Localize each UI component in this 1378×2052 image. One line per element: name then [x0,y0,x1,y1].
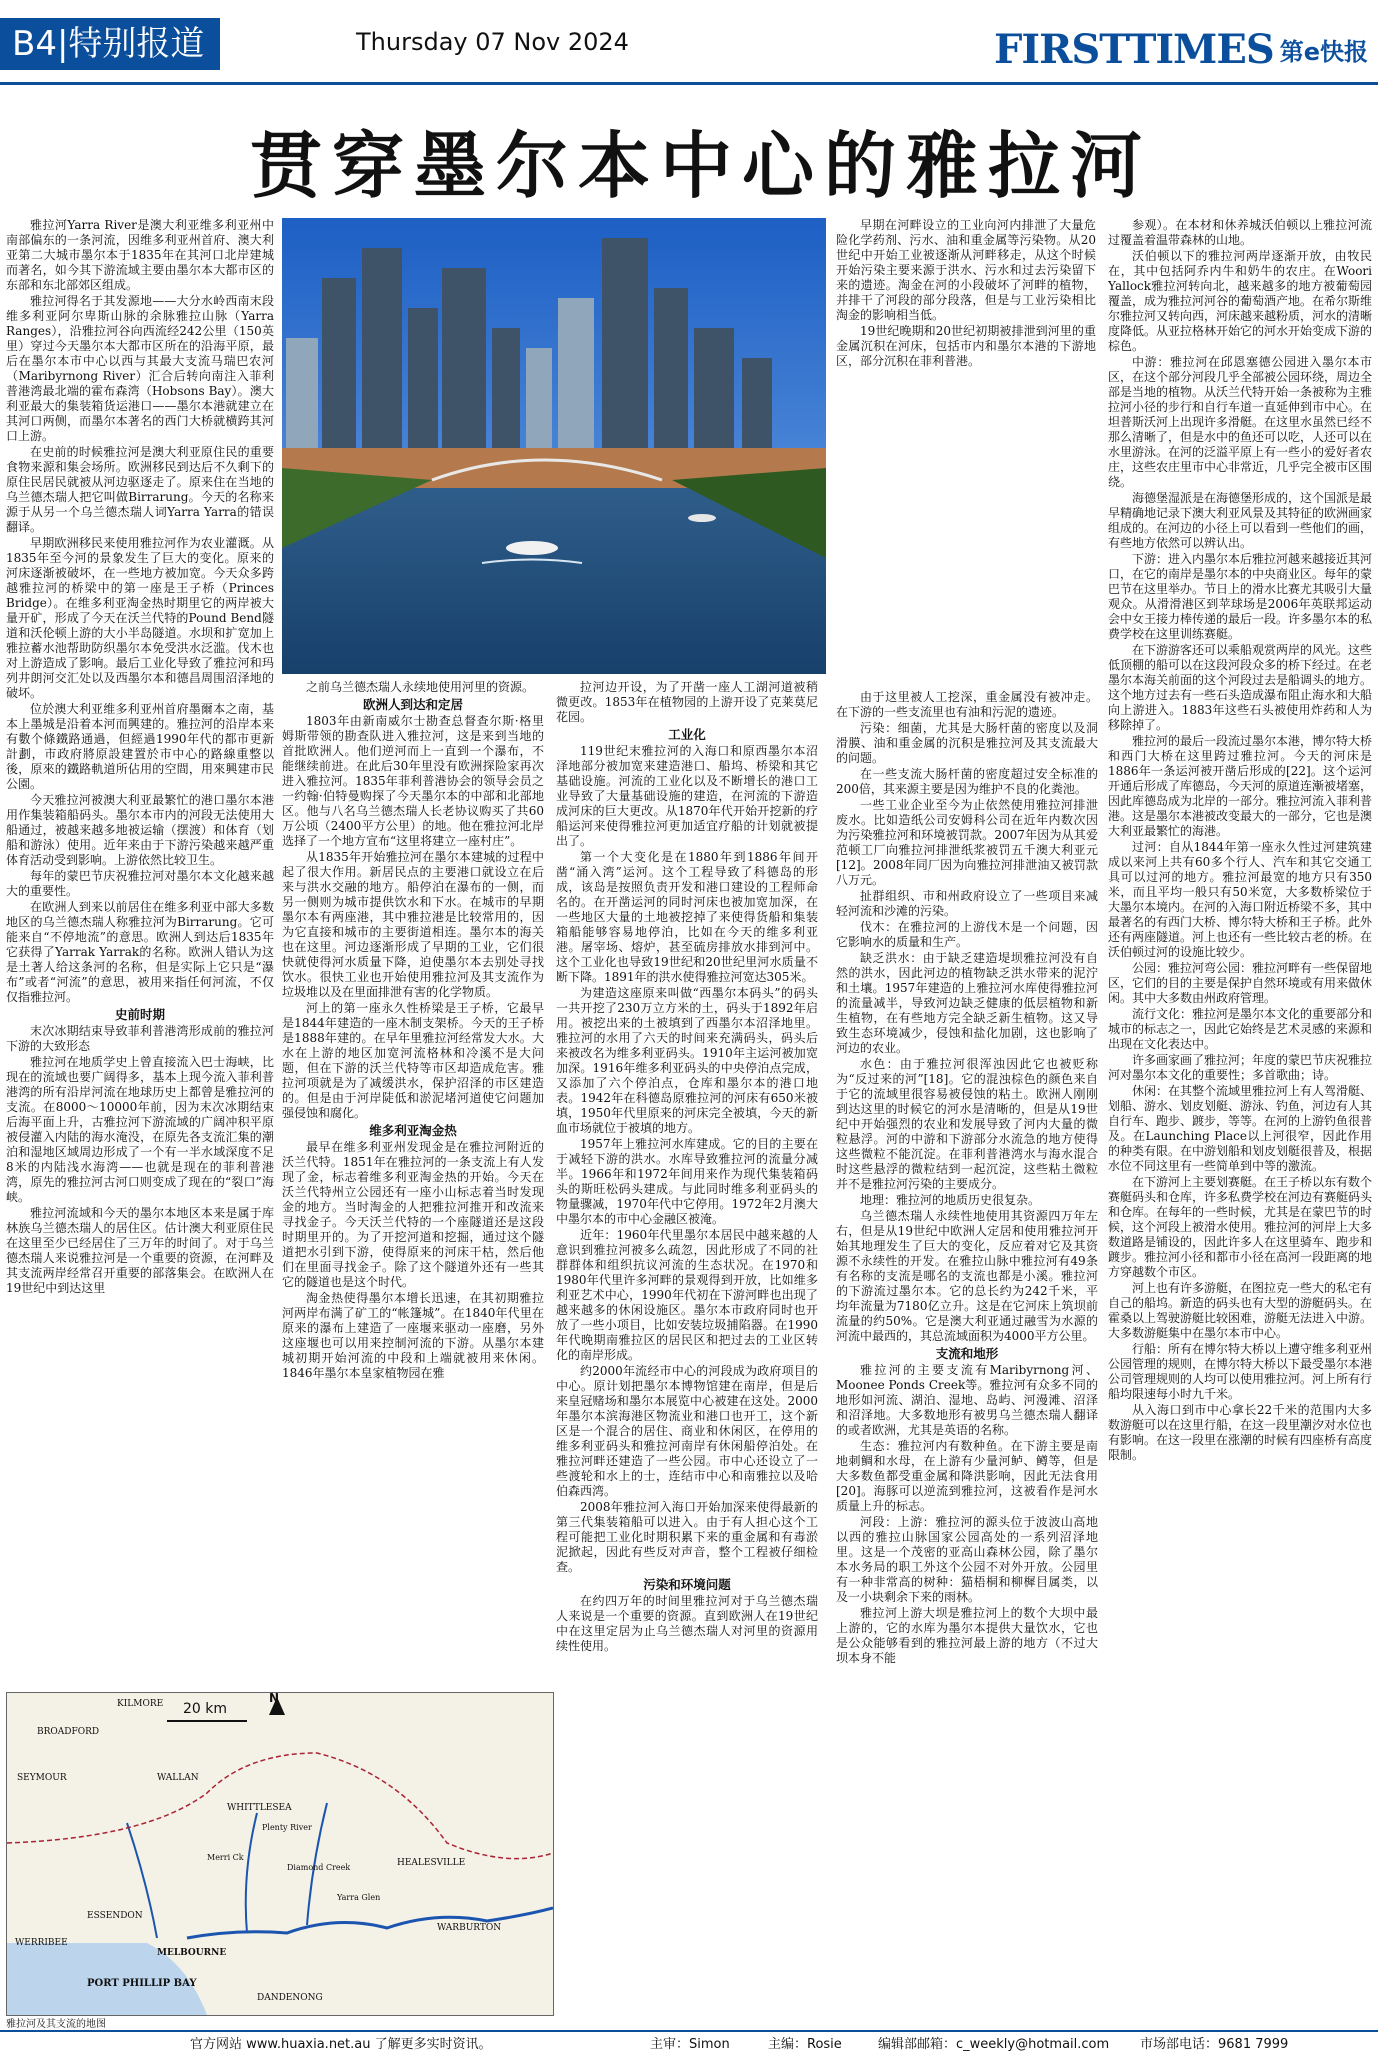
section-heading: 工业化 [668,727,706,742]
page-footer [0,2030,1378,2052]
footer-editor: 主审：Simon [650,2037,730,2052]
paragraph: 近年：1960年代里墨尔本居民中越来越的人意识到雅拉河被多么疏忽，因此形成了不同的社群群体和组织抗议河流的生态状况。在1970和1980年代里许多河畔的景观得到开放，比如维多利亚艺术中心，1990年代初在下游河畔也出现了越来越多的休闲设施区。墨尔本市政府同时也开放了一些小项目，比如安装垃圾捕陷器。在1990年代晚期南雅拉区的居民区和把过去的工业区转化的南岸形成。 [556,1228,818,1362]
article-column-3 [556,680,818,2025]
paragraph: 每年的蒙巴节庆祝雅拉河对墨尔本文化越来越大的重要性。 [6,869,274,898]
paragraph: 缺乏洪水：由于缺乏建造堤坝雅拉河没有自然的洪水，因此河边的植物缺乏洪水带来的泥泞和土壤。1957年建造的上雅拉河水库使得雅拉河的流量减半，导致河边缺乏健康的低层植物和新生植物，在有些地方完全缺乏新生植物。这又导致生态环境减少，侵蚀和盐化加剧，这也影响了河边的农业。 [836,951,1098,1055]
map-place: KILMORE [117,1699,164,1709]
article-column-1 [6,218,274,1688]
map-drawing [7,1693,553,2015]
paragraph: 在约四万年的时间里雅拉河对于乌兰德杰瑞人来说是一个重要的资源。直到欧洲人在19世纪中在这里定居为止乌兰德杰瑞人对河里的资源用续性使用。 [556,1594,818,1653]
paragraph: 沃伯顿以下的雅拉河两岸逐渐开放，由牧民在，其中包括阿乔内牛和奶牛的农庄。在Woori Yallock雅拉河转向北，越来越多的地方被葡萄园覆盖，成为雅拉河河谷的葡萄酒产地。在希尔斯维尔雅拉河又转向西，河床越来越粉质，河水的清晰度降低。从亚拉格林开始它的河水开始变成下游的棕色。 [1108,249,1372,353]
section-heading: 污染和环境问题 [643,1577,731,1592]
headline: 贯穿墨尔本中心的雅拉河 [250,124,1153,208]
map-scale: 20 km [183,1701,228,1717]
section-heading: 欧洲人到达和定居 [362,697,463,712]
paragraph: 今天雅拉河被澳大利亚最繁忙的港口墨尔本港用作集装箱船码头。墨尔本市内的河段无法使用大船通过，被越来越多地被运输（摆渡）和体育（划船和游泳）使用。近年来由于下游污染越来越严重体育活动受到影响。上游依然比较卫生。 [6,793,274,867]
map-place: DANDENONG [257,1993,323,2003]
map-place: HEALESVILLE [397,1858,466,1868]
page-header [0,0,1378,84]
paragraph: 行船：所有在博尔特大桥以上遭守维多利亚州公园管理的规则，在博尔特大桥以下最受墨尔本港公司管理规则的人均可以使用雅拉河。河上所有行船均限速每小时九千米。 [1108,1342,1372,1401]
paragraph: 休闲：在其整个流域里雅拉河上有人驾滑艇、划船、游水、划皮划艇、游泳、钓鱼，河边有人其自行车、跑步、踱步，等等。在河的上游钓鱼很普及。在Launching Place以上河很窄，因此作用的种类有限。在中游划船和划皮划艇很普及，根据水位不同这里有一些简单到中等的激流。 [1108,1084,1372,1173]
map-place: PORT PHILLIP BAY [87,1978,197,1989]
paragraph: 海德堡湿派是在海德堡形成的，这个国派是最早精确地记录下澳大利亚风景及其特征的欧洲画家组成的。在河边的小径上可以看到一些他们的画，有些地方依然可以辨认出。 [1108,491,1372,550]
paragraph: 雅拉河得名于其发源地——大分水岭西南末段维多利亚阿尔卑斯山脉的余脉雅拉山脉（Yarra Ranges），沿雅拉河谷向西流经242公里（150英里）穿过今天墨尔本大都市区所在的沿海平原，最后在墨尔本市中心以西与其最大支流马瑞巴农河（Maribyrnong River）汇合后转向南注入菲利普港湾最北端的霍布森湾（Hobsons Bay）。澳大利亚最大的集装箱货运港口——墨尔本港就建立在其河口两侧，而墨尔本著名的西门大桥就横跨其河口上游。 [6,294,274,443]
paragraph: 水色：由于雅拉河很浑浊因此它也被贬称为“反过来的河”[18]。它的混浊棕色的颜色来自于它的流域里很容易被侵蚀的粘土。欧洲人刚刚到达这里的时候它的河水是清晰的，但是从19世纪中开始强烈的农业和发展导致了河内大量的微粒悬浮。河的中游和下游部分水流急的地方使得这些微粒不能沉淀。在菲利普港湾水与海水混合时这些悬浮的微粒结到一起沉淀，这些粘土微粒并不是雅拉河污染的主要成分。 [836,1057,1098,1191]
map-place: Plenty River [262,1823,312,1832]
section-heading: 维多利亚淘金热 [369,1123,457,1138]
map-place: Yarra Glen [337,1893,381,1902]
paragraph: 在欧洲人到来以前居住在维多利亚中部大多数地区的乌兰德杰瑞人称雅拉河为Birrarung。它可能来自“不停地流”的意思。欧洲人到达后1835年它获得了Yarrak Yarrak的名称。欧洲人错认为这是土著人给这条河的名称，但是实际上它只是“瀑布”或者“河流”的意思，被用来指任何河流，不仅仅指雅拉河。 [6,900,274,1004]
paragraph: 约2000年流经市中心的河段成为政府项目的中心。原计划把墨尔本博物馆建在南岸，但是后来皇冠赌场和墨尔本展览中心被建在这处。2000年墨尔本滨海港区物流业和港口也开工，这个新区是一个混合的居住、商业和休闲区，在停用的维多利亚码头和雅拉河南岸有休闲船停泊处。在雅拉河畔还建造了一些公园。市中心还设立了一些渡轮和水上的士，连结市中心和南雅拉以及哈伯森西湾。 [556,1364,818,1498]
paragraph: 在一些支流大肠杆菌的密度超过安全标准的200倍，其来源主要是因为维护不良的化粪池。 [836,767,1098,796]
paragraph: 河上的第一座永久性桥梁是王子桥，它最早是1844年建造的一座木制支架桥。今天的王子桥是1888年建的。在早年里雅拉河经常发大水。大水在上游的地区加宽河流格林和冷溪不是大问题，但在下游的沃兰代特等市区却造成危害。雅拉河项就是为了减缓洪水，保护沼泽的市区建造的。但是由于河岸陡低和淤泥堵河道使它问题加强侵蚀和腐化。 [282,1001,544,1120]
paragraph: 位於澳大利亚维多利亚州首府墨爾本之南，基本上墨城是沿着本河而興建的。雅拉河的沿岸本来有數个條鐵路通過，但經過1990年代的都市更新計劃，市政府將原設建置於市中心的路線重整以後，原來的鐵路軌道所佔用的空間，用來興建市民公園。 [6,702,274,791]
map-place: BROADFORD [37,1727,100,1737]
paragraph: 河上也有许多游艇，在图拉克一些大的私宅有自己的船坞。新造的码头也有大型的游艇码头。在霍桑以上驾驶游艇比较困难，游艇无法进入中游。大多数游艇集中在墨尔本市中心。 [1108,1281,1372,1340]
paragraph: 之前乌兰德杰瑞人永续地使用河里的资源。 [306,680,535,694]
paragraph: 扯群组织、市和州政府设立了一些项目来减轻河流和沙滩的污染。 [836,889,1098,918]
paragraph: 污染：细菌，尤其是大肠杆菌的密度以及洞滑膜、油和重金属的沉积是雅拉河及其支流最大的问题。 [836,721,1098,765]
paragraph: 一些工业企业至今为止依然使用雅拉河排泄废水。比如造纸公司安姆科公司在近年内数次因为污染雅拉河和环境被罚款。2007年因为从其爱范顿工厂向雅拉河排泄纸浆被罚五千澳大利亚元[12]。2008年同厂因为向雅拉河排泄油又被罚款八万元。 [836,798,1098,887]
paragraph: 2008年雅拉河入海口开始加深来使得最新的第三代集装箱船可以进入。由于有人担心这个工程可能把工业化时期积累下来的重金属和有毒淤泥掀起，因此有些反对声音，整个工程被仔细检查。 [556,1500,818,1574]
paragraph: 公园：雅拉河弯公园：雅拉河畔有一些保留地区，它们的目的主要是保护自然环境或有用来做休闲。其中大多数由州政府管理。 [1108,961,1372,1005]
paragraph: 119世纪末雅拉河的入海口和原西墨尔本沼泽地部分被加宽来建造港口、船坞、桥梁和其它基础设施。河流的工业化以及不断增长的港口工业导致了大量基础设施的建造，在河流的下游造成河床的巨大更改。从1870年代开始开挖新的疗船运河来使得雅拉河更加适宜疗船的计划就被提出了。 [556,744,818,848]
paragraph: 雅拉河Yarra River是澳大利亚维多利亚州中南部偏东的一条河流，因维多利亚州首府、澳大利亚第二大城市墨尔本于1835年在其河口北岸建城而著名，如今其下游流域主要由墨尔本大都市区的东部和东北部郊区组成。 [6,218,274,292]
paragraph: 为建造这座原来叫做“西墨尔本码头”的码头一共开挖了230万立方米的土，码头于1892年启用。被挖出来的土被填到了西墨尔本沼泽地里。雅拉河的水用了六天的时间来充满码头，码头后来被改名为维多利亚码头。1910年主运河被加宽加深。1916年维多利亚码头的中央停泊点完成，又添加了六个停泊点，仓库和墨尔本的港口地表。1942年在科德岛原雅拉河的河床有650米被填，1950年代里原来的河床完全被填，今天的新血市场就位于被填的地方。 [556,986,818,1135]
footer-website: 官方网站 www.huaxia.net.au 了解更多实时资讯。 [190,2037,492,2052]
map-place: SEYMOUR [17,1773,67,1783]
paragraph: 在下游游客还可以乘船观赏两岸的风光。这些低顶棚的船可以在这段河段众多的桥下经过。在老墨尔本海关前面的这个河段过去是船调头的地方。这个地方过去有一些石头造成瀑布阻止海水和大船向上游进入。1883年这些石头被使用炸药和人为移除掉了。 [1108,643,1372,732]
section-heading: 支流和地形 [935,1346,999,1361]
paragraph: 生态：雅拉河内有数种鱼。在下游主要是南地刺鲷和水母，在上游有少量河鲈、鳟等，但是大多数鱼都受重金属和降洪影响，因此无法食用[20]。海豚可以逆流到雅拉河，这被看作是河水质量上升的标志。 [836,1439,1098,1513]
paragraph: 从入海口到市中心拿长22千米的范围内大多数游艇可以在这里行船，在这一段里潮汐对水位也有影响。在这一段里在涨潮的时候有四座桥有高度限制。 [1108,1403,1372,1462]
paragraph: 下游：进入内墨尔本后雅拉河越来越接近其河口，在它的南岸是墨尔本的中央商业区。每年的蒙巴节在这里举办。节日上的滑水比赛尤其吸引大量观众。从滑滑港区到苹球场是2006年英联邦运动会中女王接力棒传递的最后一段。许多墨尔本的私费学校在这里训练赛艇。 [1108,552,1372,641]
paragraph: 过河：自从1844年第一座永久性过河建筑建成以来河上共有60多个行人、汽车和其它交通工具可以过河的地方。雅拉河最宽的地方只有350米，而且平均一般只有50米宽，大多数桥梁位于大墨尔本境内。在河的入海口附近桥梁不多，其中最著名的有西门大桥、博尔特大桥和王子桥。此外还有两座隧道。河上也还有一些比较古老的桥。在沃伯顿过河的设施比较少。 [1108,840,1372,959]
paragraph: 参观）。在本材和休养城沃伯顿以上雅拉河流过覆盖着温带森林的山地。 [1108,218,1372,247]
footer-phone: 市场部电话：9681 7999 [1140,2037,1289,2052]
map-place: MELBOURNE [157,1948,227,1958]
article-column-5 [1108,218,1372,2025]
paragraph: 雅拉河流域和今天的墨尔本地区本来是属于库林族乌兰德杰瑞人的居住区。估计澳大利亚原住民在这里至少已经居住了三万年的时间了。对于乌兰德杰瑞人来说雅拉河是一个重要的资源，在河畔及其支流两岸经常召开重要的部落集会。在欧洲人在19世纪中到达这里 [6,1206,274,1295]
city-river-illustration [282,218,826,674]
paragraph: 地理：雅拉河的地质历史很复杂。 [860,1193,1041,1207]
map-place: ESSENDON [87,1911,143,1921]
map-place: WARBURTON [437,1923,502,1933]
masthead-logo [994,26,1368,73]
paragraph: 拉河边开设，为了开凿一座人工湖河道被稍微更改。1853年在植物园的上游开设了克莱莫尼花园。 [556,680,818,724]
paragraph: 流行文化：雅拉河是墨尔本文化的重要部分和城市的标志之一，因此它始终是艺术灵感的来源和出现在文化表达中。 [1108,1007,1372,1051]
issue-date: Thursday 07 Nov 2024 [356,28,629,56]
paragraph: 由于这里被人工挖深，重金属没有被冲走。在下游的一些支流里也有油和污泥的遗迹。 [836,690,1098,719]
logo-chinese: 第e快报 [1279,38,1368,66]
paragraph: 1957年上雅拉河水库建成。它的目的主要在于减轻下游的洪水。水库导致雅拉河的流量分减半。1966年和1972年间用来作为现代集装箱码头的斯旺松码头建成。与此同时维多利亚码头的物量骤减，1970年代中它停用。1972年2月澳大中墨尔本的市中心金融区被淹。 [556,1137,818,1226]
paragraph: 末次冰期结束导致菲利普港湾形成前的雅拉河下游的大致形态 [6,1024,274,1053]
paragraph: 早期欧洲移民来使用雅拉河作为农业灌溉。从1835年至今河的景象发生了巨大的变化。原来的河床逐渐被破坏，在一些地方被加宽。今天众多跨越雅拉河的桥梁中的第一座是王子桥（Princes Bridge）。在维多利亚淘金热时期里它的两岸被大量开矿，形成了今天在沃兰代特的Pound Bend隧道和沃伦顿上游的大小半岛隧道。水坝和扩宽加上雅拉蓄水池帮助防织墨尔本免受洪水泛滥。伐木也对上游造成了影响。最后工业化导致了雅拉河和玛列井朗河交汇处以及西墨尔本和德昌周围沼泽地的破坏。 [6,536,274,700]
map-place: WALLAN [157,1773,199,1783]
article-column-4b [836,690,1098,2025]
footer-chief-editor: 主编：Rosie [768,2037,842,2052]
paragraph: 第一个大变化是在1880年到1886年间开凿“涌入湾”运河。这个工程导致了科德岛的形成，该岛是按照负责开发和港口建设的工程师命名的。在开凿运河的同时河床也被加宽加深，在一些地区大量的土地被挖掉了来使得货船和集装箱船能够容易地停泊，比如在今天的维多利亚港。屠宰场、熔炉，甚至硫房排放水排到河中。这个工业化也导致19世纪和20世纪里河水质量不断下降。1891年的洪水使得雅拉河宽达305米。 [556,850,818,984]
paragraph: 早期在河畔设立的工业向河内排泄了大量危险化学药剂、污水、油和重金属等污染物。从20世纪中开始工业被逐渐从河畔移走，从这个时候开始污染主要来源于洪水、污水和过去污染留下来的遗迹。淘金在河的小段破坏了河畔的植物，并排干了河段的部分段落，但是与工业污染相比淘金的影响相当低。 [836,218,1096,322]
logo-english: FIRSTTIMES [994,26,1274,73]
paragraph: 雅拉河在地质学史上曾直接流入巴士海峡，比现在的流域也要广阔得多，基本上现今流入菲利普港湾的所有沿岸河流在地球历史上都曾是雅拉河的支流。在8000～10000年前，因为末次冰期结束后海平面上升，古雅拉河下游流域的广阔冲积平原被侵灌入内陆的海水淹没，在原先各支流汇集的潮泊和湿地区域周边形成了一个有一半水域深度不足8米的内陆浅水海湾——也就是现在的菲利普港湾，原先的雅拉河古河口则变成了现在的“裂口”海峡。 [6,1055,274,1204]
paragraph: 从1835年开始雅拉河在墨尔本建城的过程中起了很大作用。新居民点的主要港口就设立在后来与洪水交融的地方。船停泊在瀑布的一侧，而另一侧则为城市提供饮水和下水。在城市的早期墨尔本有两座港，其中雅拉港是比较常用的，因为它直接和城市的主要街道相连。墨尔本的海关也在这里。河边逐渐形成了早期的工业，它们很快就使得河水质量下降，迫使墨尔本去别处寻找饮水。很快工业也开始使用雅拉河及其支流作为垃圾堆以及在里面排泄有害的化学物质。 [282,850,544,999]
article-column-2 [282,680,544,1685]
paragraph: 河段：上游：雅拉河的源头位于波波山高地以西的雅拉山脉国家公园高处的一系列沼泽地里。这是一个茂密的亚高山森林公园，除了墨尔本水务局的职工外这个公园不对外开放。公园里有一种非常高的树种：猫梧桐和柳樨目属类，以及一小块剩余下来的雨林。 [836,1515,1098,1604]
paragraph: 许多画家画了雅拉河；年度的蒙巴节庆祝雅拉河对墨尔本文化的重要性；多首歌曲；诗。 [1108,1053,1372,1082]
yarra-basin-map [6,1692,554,2016]
yarra-river-photo [282,218,826,674]
paragraph: 雅拉河上游大坝是雅拉河上的数个大坝中最上游的，它的水库为墨尔本提供大量饮水，它也是公众能够看到的雅拉河最上游的地方（不过大坝本身不能 [836,1606,1098,1665]
paragraph: 伐木：在雅拉河的上游伐木是一个问题，因它影响水的质量和生产。 [836,920,1098,949]
map-caption: 雅拉河及其支流的地图 [6,2019,106,2030]
paragraph: 1803年由新南威尔士勘查总督查尔斯·格里姆斯带领的勘查队进入雅拉河，这是来到当地的首批欧洲人。他们逆河而上一直到一个瀑布，不能继续前进。在此后30年里没有欧洲探险家再次进入雅拉河。1835年菲利普港协会的领导会员之一约翰·伯特曼购探了今天墨尔本的中部和北部地区。他与八名乌兰德杰瑞人长老协议购买了共60万公顷（2400平方公里）的地。他在雅拉河北岸选择了一个地方宣布“这里将建立一座村庄”。 [282,714,544,848]
paragraph: 雅拉河的主要支流有Maribyrnong河、Moonee Ponds Creek等。雅拉河有众多不同的地形如河流、湖泊、湿地、岛屿、河漫滩、沼泽和沼泽地。大多数地形有被男乌兰德杰瑞人翻译的或者欧洲，尤其是英语的名称。 [836,1363,1098,1437]
paragraph: 在下游河上主要划赛艇。在王子桥以东有数个赛艇码头和仓库，许多私费学校在河边有赛艇码头和仓库。在每年的一些时候，尤其是在蒙巴节的时候，这个河段上被滑水使用。雅拉河的河岸上大多数道路是铺设的，因此许多人在这里骑车、跑步和踱步。雅拉河小径和都市小径在高河一段距离的地方穿越数个市区。 [1108,1175,1372,1279]
paragraph: 雅拉河的最后一段流过墨尔本港，博尔特大桥和西门大桥在这里跨过雅拉河。今天的河床是1886年一条运河被开凿后形成的[22]。这个运河开通后形成了库德岛，今天河的原道连漸被堵塞，因此库德岛成为北岸的一部分。雅拉河流入菲利普港。这是墨尔本港被改变最大的一部分，它也是澳大利亚最繁忙的海港。 [1108,734,1372,838]
paragraph: 在史前的时候雅拉河是澳大利亚原住民的重要食物来源和集会场所。欧洲移民到达后不久剩下的原住民居民就被从河边驱逐走了。原来住在当地的乌兰德杰瑞人把它叫做Birrarung。今天的名称来源于从另一个乌兰德杰瑞人词Yarra Yarra的错误翻译。 [6,445,274,534]
header-rule [0,82,1378,85]
paragraph: 乌兰德杰瑞人永续性地使用其资源四万年左右，但是从19世纪中欧洲人定居和使用雅拉河开始其地理发生了巨大的变化，反应着对它及其资源不永续性的开发。在雅拉山脉中雅拉河有49条有名称的支流是哪名的支流也都是小溪。雅拉河的下游流过墨尔本。它的总长约为242千米，平均年流量为7180亿立升。这是在它河床上筑坝前流量的约50%。它是澳大利亚通过融雪为水源的河流中最西的，其总流域面积为4000平方公里。 [836,1209,1098,1343]
paragraph: 中游：雅拉河在邱恩塞德公园进入墨尔本市区，在这个部分河段几乎全部被公园环绕，周边全部是当地的植物。从沃兰代特开始一条被称为主雅拉河小径的步行和自行车道一直延伸到市中心。在坦普斯沃河上出现许多滑艇。在这里水虽然已经不那么清晰了，但是水中的鱼还可以吃，人还可以在水里游泳。在河的泛溢平原上有一些小的爱好者农庄，这些农庄里市中心非常近，几乎完全被市区围绕。 [1108,355,1372,489]
map-north-arrow: N [269,1692,280,1705]
article-column-4a [836,218,1096,688]
paragraph: 淘金热使得墨尔本增长迅速，在其初期雅拉河两岸布满了矿工的“帐篷城”。在1840年代里在原来的瀑布上建造了一座堰来驱动一座磨，另外这座堰也可以用来控制河流的下游。从墨尔本建城初期开始河流的中段和上端就被用来休闲。1846年墨尔本皇家植物园在雅 [282,1291,544,1380]
map-place: Diamond Creek [287,1863,351,1872]
map-place: Merri Ck [207,1853,244,1862]
section-heading: 史前时期 [114,1007,165,1022]
footer-email: 编辑部邮箱：c_weekly@hotmail.com [878,2037,1110,2052]
section-label: B4|特别报道 [0,18,220,70]
map-place: WHITTLESEA [227,1803,292,1813]
paragraph: 最早在维多利亚州发现金是在雅拉河附近的沃兰代特。1851年在雅拉河的一条支流上有人发现了金，标志着维多利亚淘金热的开始。今天在沃兰代特州立公园还有一座小山标志着当时发现金的地方。当时淘金的人把雅拉河推开和改流来寻找金子。今天沃兰代特的一个座隧道还是这段时期里开的。为了开挖河道和挖掘，通过这个隧道把水引到下游，使得原来的河床干枯，然后他们在里面寻找金子。除了这个隧道外还有一些其它的隧道也是这个时代。 [282,1140,544,1289]
map-place: WERRIBEE [15,1938,68,1948]
paragraph: 19世纪晚期和20世纪初期被排泄到河里的重金属沉积在河床，包括市内和墨尔本港的下游地区，部分沉积在菲利普港。 [836,324,1096,368]
